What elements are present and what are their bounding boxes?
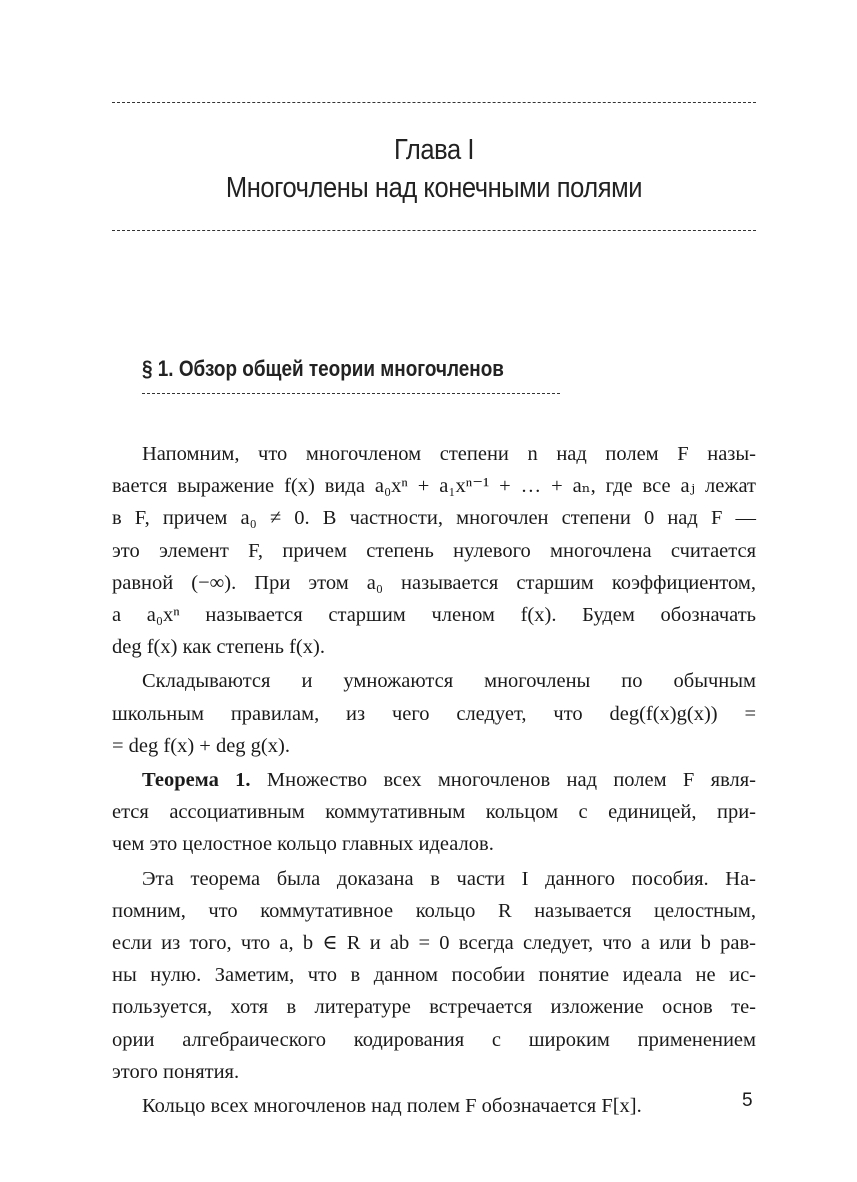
text-line: deg f(x) как степень f(x).	[112, 636, 325, 659]
text-line	[112, 764, 756, 796]
text-line: ории алгебраического кодирования с широким применением	[112, 1028, 756, 1051]
theorem-label: Теорема 1.	[142, 769, 251, 792]
text-line: если из того, что a, b ∈ R и ab = 0 всегда следует, что a или b рав-	[112, 932, 756, 955]
text-line: Эта теорема была доказана в части I данного пособия. На-	[142, 867, 756, 890]
chapter-top-rule	[112, 102, 756, 103]
text-line: а a₀xⁿ называется старшим членом f(x). Будем обозначать	[112, 604, 756, 627]
text-line: ется ассоциативным коммутативным кольцом с единицей, при-	[112, 801, 756, 824]
page-number: 5	[742, 1090, 753, 1111]
paragraph-2	[112, 665, 756, 762]
text-line: равной (−∞). При этом a₀ называется старшим коэффициентом,	[112, 571, 756, 594]
paragraph-1	[112, 438, 756, 663]
body-text	[112, 438, 756, 1122]
chapter-title: Многочлены над конечными полями	[225, 172, 643, 204]
paragraph-5	[112, 1090, 756, 1122]
text-line: = deg f(x) + deg g(x).	[112, 734, 290, 757]
text-line: вается выражение f(x) вида a₀xⁿ + a₁xⁿ⁻¹ + … + aₙ, где все aⱼ лежат	[112, 475, 756, 498]
text-line: пользуется, хотя в литературе встречается изложение основ те-	[112, 996, 756, 1019]
text-line: это элемент F, причем степень нулевого многочлена считается	[112, 539, 756, 562]
section-heading: § 1. Обзор общей теории многочленов	[142, 356, 504, 381]
text-line: Складываются и умножаются многочлены по обычным	[142, 670, 756, 693]
text-line: ны нулю. Заметим, что в данном пособии понятие идеала не ис-	[112, 964, 756, 987]
theorem-1	[112, 764, 756, 861]
text-line: в F, причем a₀ ≠ 0. В частности, многочлен степени 0 над F —	[112, 507, 756, 530]
theorem-text: Множество всех многочленов над полем F явля-	[250, 769, 756, 792]
text-line: школьным правилам, из чего следует, что deg(f(x)g(x)) =	[112, 702, 756, 725]
section-underline	[142, 393, 560, 394]
text-line: помним, что коммутативное кольцо R называется целостным,	[112, 899, 756, 922]
text-line: Напомним, что многочленом степени n над полем F назы-	[142, 443, 756, 465]
text-line: чем это целостное кольцо главных идеалов.	[112, 833, 494, 856]
paragraph-4	[112, 863, 756, 1088]
text-line: Кольцо всех многочленов над полем F обозначается F[x].	[142, 1095, 642, 1118]
chapter-bottom-rule	[112, 230, 756, 231]
text-line: этого понятия.	[112, 1060, 240, 1083]
chapter-number: Глава I	[393, 134, 475, 166]
